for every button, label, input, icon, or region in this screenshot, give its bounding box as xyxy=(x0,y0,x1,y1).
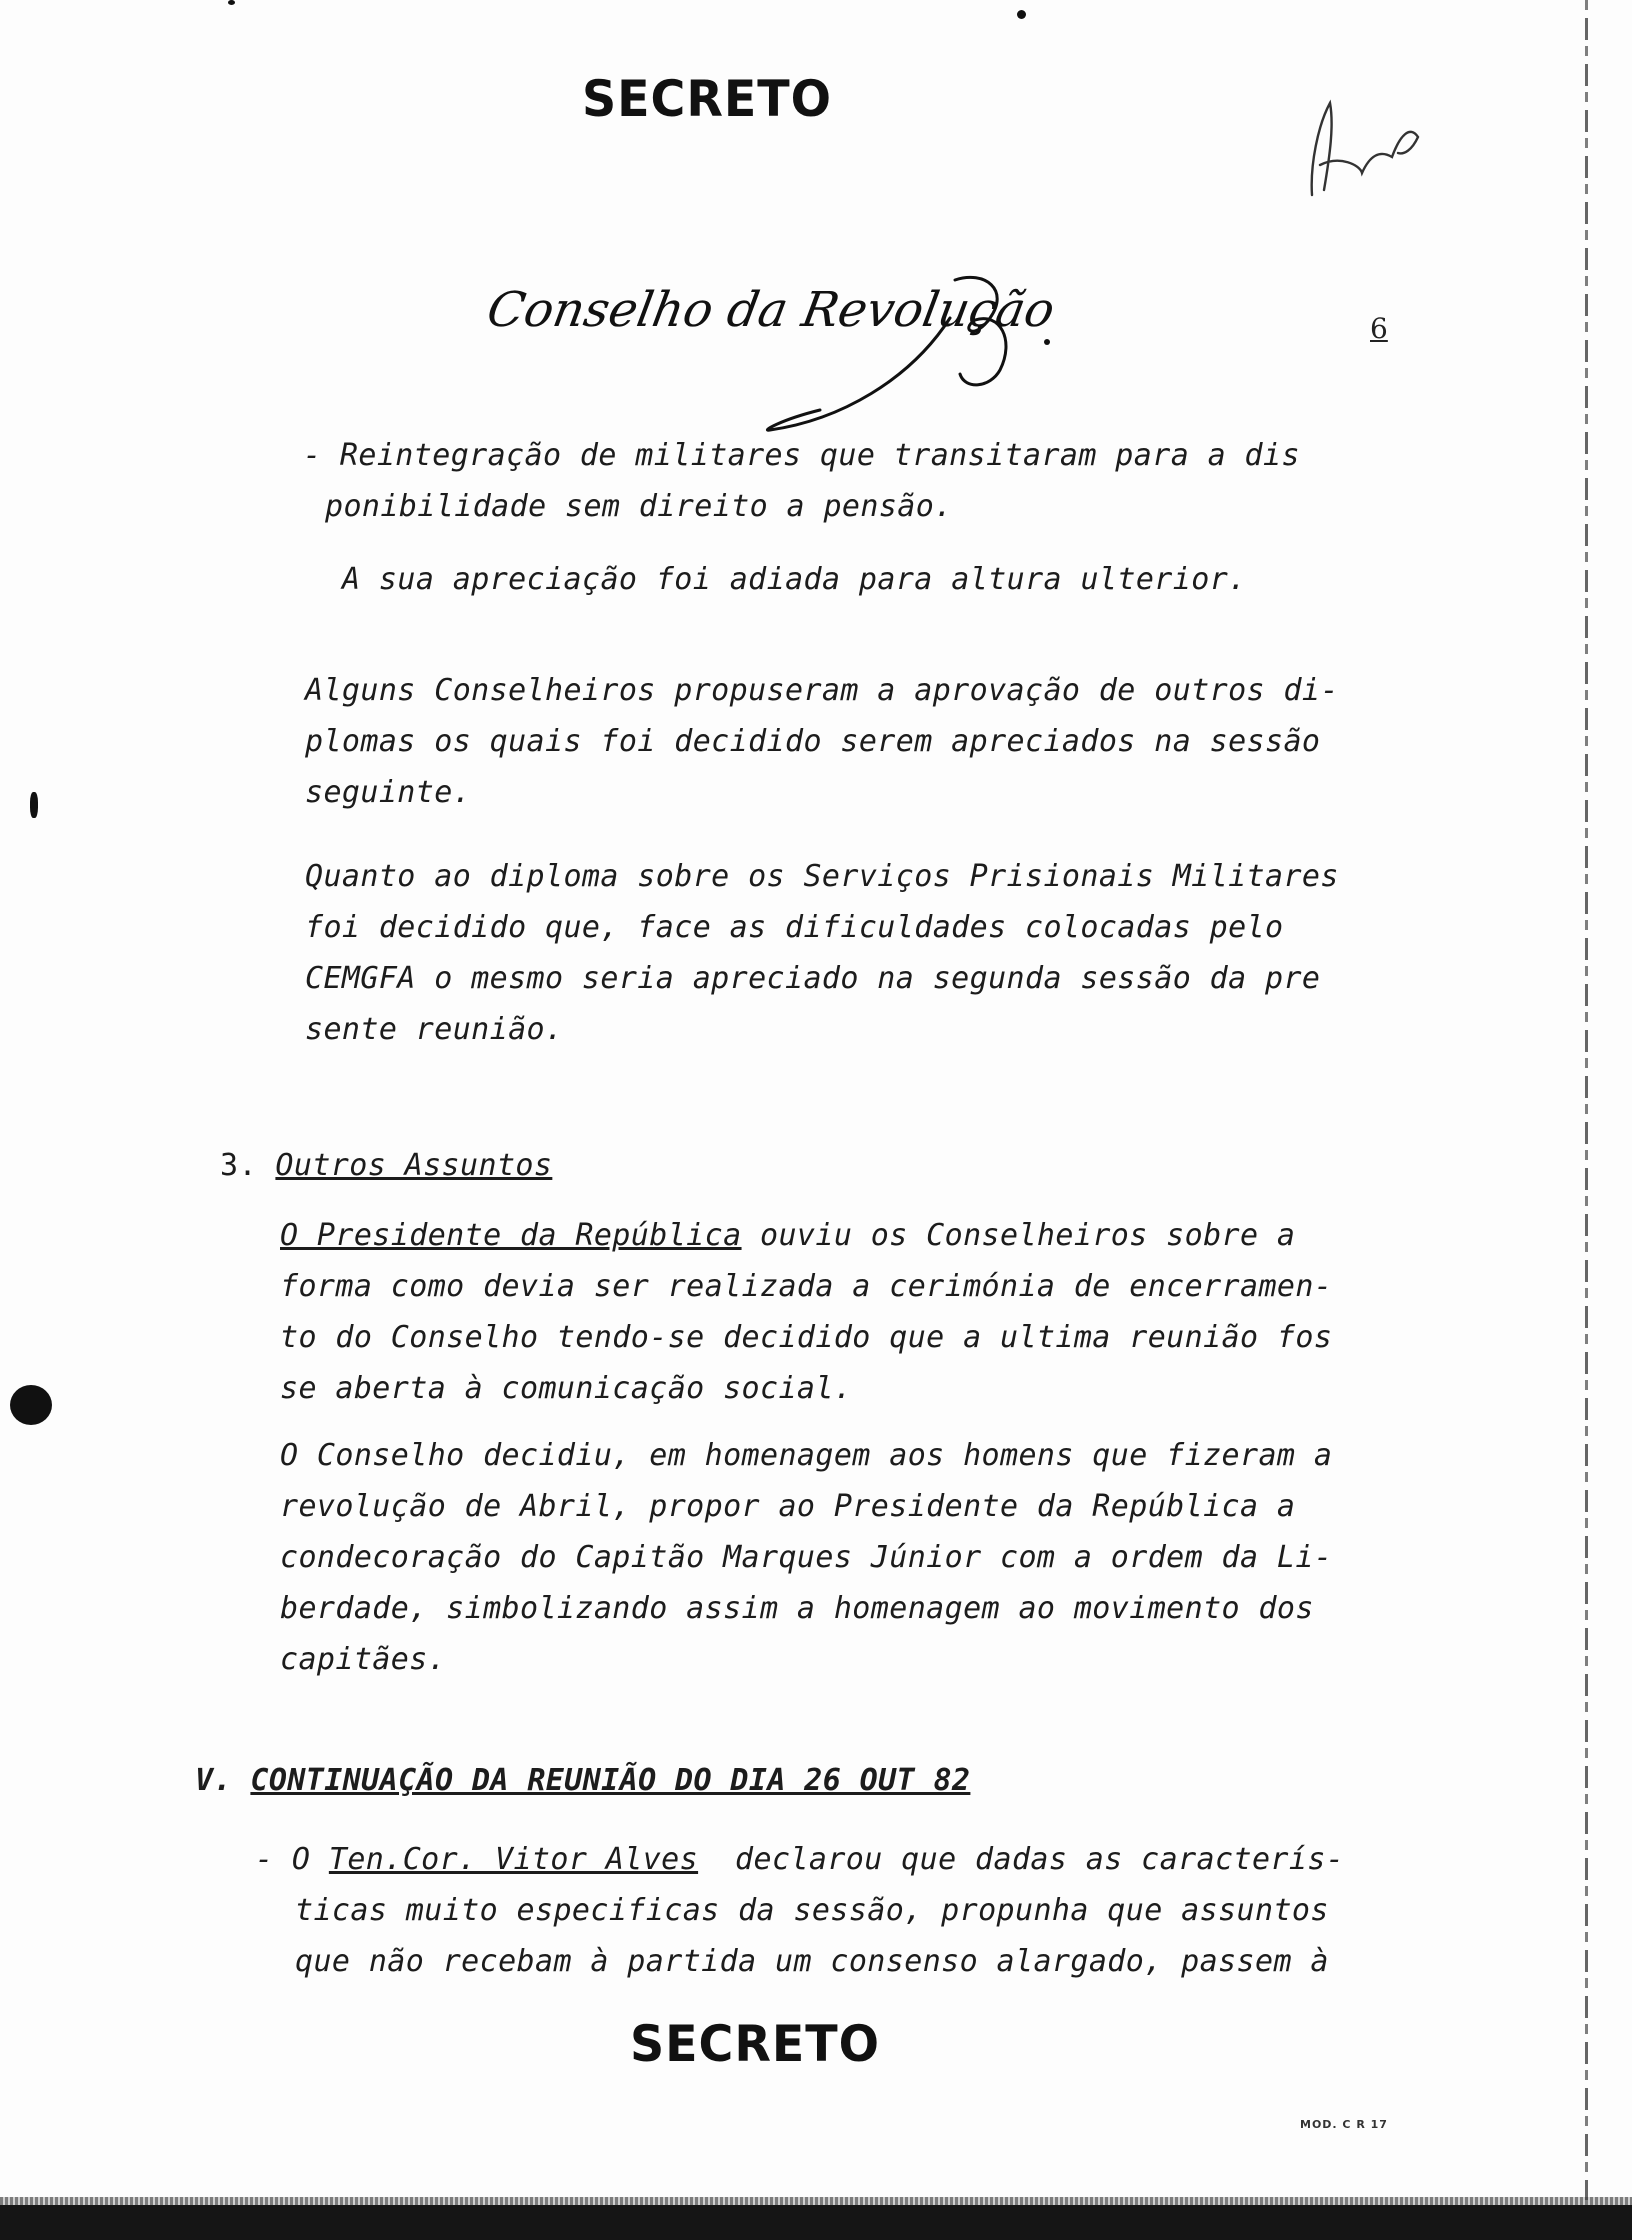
section-3-heading xyxy=(220,1140,552,1191)
para-prisionais-line-2: foi decidido que, face as dificuldades colocadas pelo xyxy=(305,910,1284,945)
scan-speck xyxy=(1017,10,1026,19)
reintegracao-line-2: ponibilidade sem direito a pensão. xyxy=(325,489,953,524)
section-5-item-prefix: - O xyxy=(255,1842,329,1877)
para-prisionais-line-3: CEMGFA o mesmo seria apreciado na segunda sessão da pre xyxy=(305,961,1321,996)
para-diplomas-line-3: seguinte. xyxy=(305,775,472,810)
section-3-para-2-line-4: berdade, simbolizando assim a homenagem ao movimento dos xyxy=(280,1591,1314,1626)
para-diplomas-line-1: Alguns Conselheiros propuseram a aprovação de outros di- xyxy=(305,673,1339,708)
punch-hole-mark xyxy=(10,1385,52,1425)
section-3-para-1-line-4: se aberta à comunicação social. xyxy=(280,1371,853,1406)
section-3-para-2-line-5: capitães. xyxy=(280,1642,447,1677)
letterhead-flourish xyxy=(760,270,1060,440)
section-3-para-2-line-2: revolução de Abril, propor ao Presidente da República a xyxy=(280,1489,1296,1524)
scan-band xyxy=(0,2205,1632,2240)
presidente-subject: O Presidente da República xyxy=(280,1218,742,1253)
para-prisionais-line-4: sente reunião. xyxy=(305,1012,564,1047)
classification-stamp-bottom: SECRETO xyxy=(630,2015,880,2073)
section-5-item-line-1 xyxy=(255,1834,1344,1885)
section-3-para-1-line-1 xyxy=(280,1210,1295,1261)
form-code: MOD. C R 17 xyxy=(1300,2118,1388,2131)
handwritten-initials xyxy=(1300,95,1430,205)
section-5-title: CONTINUAÇÃO DA REUNIÃO DO DIA 26 OUT 82 xyxy=(250,1763,971,1798)
scan-edge xyxy=(1585,0,1588,2200)
scan-band-edge xyxy=(0,2197,1632,2205)
vitor-alves-subject: Ten.Cor. Vitor Alves xyxy=(328,1842,699,1877)
scan-speck xyxy=(228,0,235,5)
section-3-para-2-line-3: condecoração do Capitão Marques Júnior com a ordem da Li- xyxy=(280,1540,1333,1575)
section-5-item-line-2: ticas muito especificas da sessão, propunha que assuntos xyxy=(295,1893,1329,1928)
section-3-number: 3. xyxy=(220,1148,257,1183)
section-3-para-1-rest: ouviu os Conselheiros sobre a xyxy=(741,1218,1296,1253)
scan-speck xyxy=(30,792,38,818)
section-3-para-1-line-2: forma como devia ser realizada a cerimónia de encerramen- xyxy=(280,1269,1333,1304)
section-5-item-rest: declarou que dadas as caracterís- xyxy=(698,1842,1345,1877)
letterhead-title: Conselho da Revolução xyxy=(483,282,1059,338)
para-diplomas-line-2: plomas os quais foi decidido serem apreciados na sessão xyxy=(305,724,1321,759)
para-prisionais-line-1: Quanto ao diploma sobre os Serviços Prisionais Militares xyxy=(305,859,1339,894)
section-3-para-2-line-1: O Conselho decidiu, em homenagem aos homens que fizeram a xyxy=(280,1438,1333,1473)
section-3-para-1-line-3: to do Conselho tendo-se decidido que a ultima reunião fos xyxy=(280,1320,1333,1355)
reintegracao-line-1: - Reintegração de militares que transitaram para a dis xyxy=(303,438,1300,473)
classification-stamp-top: SECRETO xyxy=(582,70,832,128)
section-5-heading xyxy=(195,1755,970,1806)
section-3-title: Outros Assuntos xyxy=(275,1148,553,1183)
section-5-number: V. xyxy=(195,1763,232,1798)
reintegracao-note: A sua apreciação foi adiada para altura ulterior. xyxy=(342,562,1247,597)
page-number: 6 xyxy=(1370,312,1388,345)
section-5-item-line-3: que não recebam à partida um consenso alargado, passem à xyxy=(295,1944,1329,1979)
